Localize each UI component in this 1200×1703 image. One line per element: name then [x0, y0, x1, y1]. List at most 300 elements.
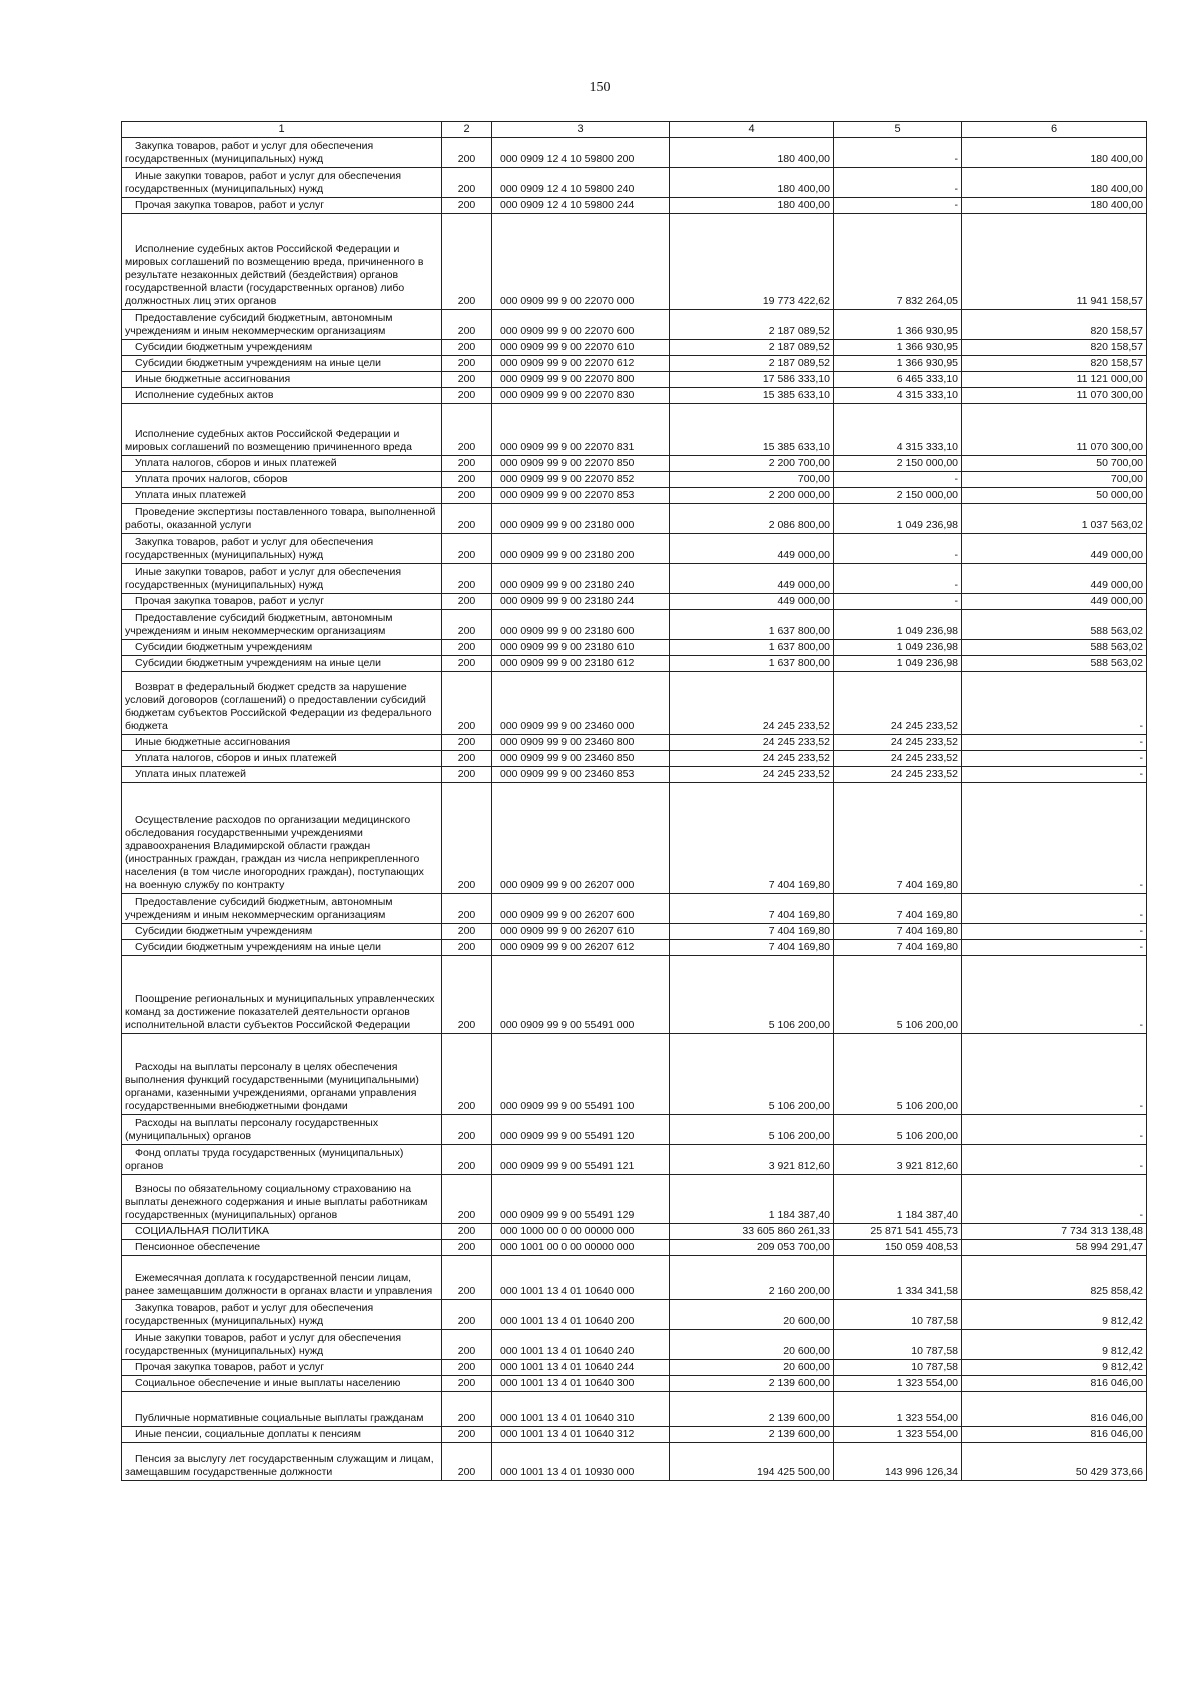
line-code-cell: 200 [442, 310, 492, 340]
description-cell [122, 356, 442, 372]
table-row [122, 388, 1147, 404]
unexecuted-amount-cell: 50 000,00 [962, 488, 1147, 504]
unexecuted-amount-cell: 50 429 373,66 [962, 1443, 1147, 1481]
unexecuted-amount-cell: - [962, 751, 1147, 767]
unexecuted-amount-cell: - [962, 1034, 1147, 1115]
budget-code-cell: 000 1001 13 4 01 10930 000 [492, 1443, 670, 1481]
description-text: Предоставление субсидий бюджетным, автономным учреждениям и иным некоммерческим организациям [125, 896, 393, 921]
budget-code-cell: 000 1001 13 4 01 10640 000 [492, 1256, 670, 1300]
budget-code-cell: 000 1001 13 4 01 10640 310 [492, 1392, 670, 1427]
unexecuted-amount-cell: 449 000,00 [962, 534, 1147, 564]
budget-code-cell: 000 0909 99 9 00 55491 100 [492, 1034, 670, 1115]
budget-code-cell: 000 0909 99 9 00 23180 600 [492, 610, 670, 640]
executed-amount-cell: 24 245 233,52 [834, 767, 962, 783]
budget-code-cell: 000 1001 13 4 01 10640 244 [492, 1360, 670, 1376]
description-cell [122, 956, 442, 1034]
table-row [122, 372, 1147, 388]
description-text: Субсидии бюджетным учреждениям на иные цели [135, 657, 381, 669]
description-text: Фонд оплаты труда государственных (муниципальных) органов [125, 1147, 404, 1172]
description-cell [122, 534, 442, 564]
executed-amount-cell: 10 787,58 [834, 1360, 962, 1376]
column-header: 4 [670, 122, 834, 138]
description-cell [122, 198, 442, 214]
line-code-cell: 200 [442, 783, 492, 894]
description-cell [122, 894, 442, 924]
unexecuted-amount-cell: 825 858,42 [962, 1256, 1147, 1300]
description-cell [122, 1300, 442, 1330]
description-cell [122, 1034, 442, 1115]
approved-amount-cell: 7 404 169,80 [670, 783, 834, 894]
table-row [122, 610, 1147, 640]
table-row [122, 783, 1147, 894]
budget-code-cell: 000 1001 13 4 01 10640 200 [492, 1300, 670, 1330]
table-row [122, 1300, 1147, 1330]
description-text: Иные бюджетные ассигнования [135, 373, 291, 385]
approved-amount-cell: 1 637 800,00 [670, 610, 834, 640]
table-row [122, 534, 1147, 564]
table-row [122, 1256, 1147, 1300]
approved-amount-cell: 2 139 600,00 [670, 1392, 834, 1427]
unexecuted-amount-cell: 820 158,57 [962, 340, 1147, 356]
line-code-cell: 200 [442, 138, 492, 168]
approved-amount-cell: 2 187 089,52 [670, 310, 834, 340]
description-cell [122, 1443, 442, 1481]
column-header: 5 [834, 122, 962, 138]
line-code-cell: 200 [442, 488, 492, 504]
approved-amount-cell: 180 400,00 [670, 138, 834, 168]
line-code-cell: 200 [442, 940, 492, 956]
description-text: Исполнение судебных актов Российской Федерации и мировых соглашений по возмещению вреда, причиненного в результате незаконных действий (бездействия) органов государственной власти (государственных органов) либо должностных лиц этих органов [125, 243, 424, 307]
header-row [122, 122, 1147, 138]
description-cell [122, 138, 442, 168]
unexecuted-amount-cell: 588 563,02 [962, 640, 1147, 656]
description-cell [122, 783, 442, 894]
line-code-cell: 200 [442, 1240, 492, 1256]
description-text: Уплата налогов, сборов и иных платежей [135, 457, 337, 469]
approved-amount-cell: 24 245 233,52 [670, 767, 834, 783]
description-cell [122, 767, 442, 783]
description-cell [122, 564, 442, 594]
table-row [122, 767, 1147, 783]
budget-code-cell: 000 1001 00 0 00 00000 000 [492, 1240, 670, 1256]
unexecuted-amount-cell: - [962, 1115, 1147, 1145]
unexecuted-amount-cell: 588 563,02 [962, 656, 1147, 672]
description-text: Проведение экспертизы поставленного товара, выполненной работы, оказанной услуги [125, 506, 436, 531]
approved-amount-cell: 15 385 633,10 [670, 388, 834, 404]
budget-code-cell: 000 0909 99 9 00 23180 612 [492, 656, 670, 672]
description-text: Пенсионное обеспечение [135, 1241, 261, 1253]
budget-code-cell: 000 1001 13 4 01 10640 300 [492, 1376, 670, 1392]
approved-amount-cell: 2 086 800,00 [670, 504, 834, 534]
budget-code-cell: 000 0909 99 9 00 23460 800 [492, 735, 670, 751]
table-row [122, 894, 1147, 924]
approved-amount-cell: 449 000,00 [670, 594, 834, 610]
table-row [122, 198, 1147, 214]
executed-amount-cell: 1 366 930,95 [834, 340, 962, 356]
table-row [122, 735, 1147, 751]
approved-amount-cell: 2 200 000,00 [670, 488, 834, 504]
executed-amount-cell: 10 787,58 [834, 1300, 962, 1330]
description-text: Взносы по обязательному социальному страхованию на выплаты денежного содержания и иные выплаты работникам государственных (муниципальных) органов [125, 1183, 428, 1221]
line-code-cell: 200 [442, 472, 492, 488]
line-code-cell: 200 [442, 610, 492, 640]
approved-amount-cell: 24 245 233,52 [670, 672, 834, 735]
approved-amount-cell: 24 245 233,52 [670, 751, 834, 767]
executed-amount-cell: 143 996 126,34 [834, 1443, 962, 1481]
approved-amount-cell: 2 187 089,52 [670, 340, 834, 356]
table-row [122, 640, 1147, 656]
executed-amount-cell: 1 184 387,40 [834, 1175, 962, 1224]
executed-amount-cell: 1 334 341,58 [834, 1256, 962, 1300]
description-cell [122, 640, 442, 656]
description-cell [122, 1115, 442, 1145]
description-cell [122, 940, 442, 956]
line-code-cell: 200 [442, 214, 492, 310]
unexecuted-amount-cell: - [962, 767, 1147, 783]
approved-amount-cell: 2 139 600,00 [670, 1376, 834, 1392]
column-header: 2 [442, 122, 492, 138]
line-code-cell: 200 [442, 924, 492, 940]
budget-code-cell: 000 0909 99 9 00 23180 610 [492, 640, 670, 656]
description-cell [122, 1360, 442, 1376]
description-cell [122, 1175, 442, 1224]
unexecuted-amount-cell: 50 700,00 [962, 456, 1147, 472]
description-cell [122, 372, 442, 388]
approved-amount-cell: 7 404 169,80 [670, 940, 834, 956]
unexecuted-amount-cell: - [962, 1175, 1147, 1224]
description-text: Закупка товаров, работ и услуг для обеспечения государственных (муниципальных) нужд [125, 536, 374, 561]
executed-amount-cell: 1 049 236,98 [834, 504, 962, 534]
budget-code-cell: 000 0909 99 9 00 26207 000 [492, 783, 670, 894]
description-text: Возврат в федеральный бюджет средств за нарушение условий договоров (соглашений) о предоставлении субсидий бюджетам субъектов Российской Федерации из федерального бюджета [125, 681, 432, 732]
description-text: Иные закупки товаров, работ и услуг для обеспечения государственных (муниципальных) нужд [125, 1332, 402, 1357]
line-code-cell: 200 [442, 388, 492, 404]
table-row [122, 564, 1147, 594]
unexecuted-amount-cell: - [962, 1145, 1147, 1175]
unexecuted-amount-cell: 11 941 158,57 [962, 214, 1147, 310]
line-code-cell: 200 [442, 956, 492, 1034]
line-code-cell: 200 [442, 404, 492, 456]
unexecuted-amount-cell: - [962, 672, 1147, 735]
executed-amount-cell: 7 404 169,80 [834, 783, 962, 894]
description-text: Уплата иных платежей [135, 768, 247, 780]
description-cell [122, 488, 442, 504]
description-text: Иные бюджетные ассигнования [135, 736, 291, 748]
table-row [122, 1224, 1147, 1240]
executed-amount-cell: 10 787,58 [834, 1330, 962, 1360]
description-cell [122, 504, 442, 534]
description-text: Прочая закупка товаров, работ и услуг [135, 199, 325, 211]
approved-amount-cell: 33 605 860 261,33 [670, 1224, 834, 1240]
budget-code-cell: 000 0909 12 4 10 59800 240 [492, 168, 670, 198]
description-cell [122, 1392, 442, 1427]
line-code-cell: 200 [442, 1330, 492, 1360]
description-text: Субсидии бюджетным учреждениям [135, 341, 313, 353]
description-text: Поощрение региональных и муниципальных управленческих команд за достижение показателей деятельности органов исполнительной власти субъектов Российской Федерации [125, 993, 435, 1031]
executed-amount-cell: 1 366 930,95 [834, 310, 962, 340]
executed-amount-cell: - [834, 564, 962, 594]
table-row [122, 956, 1147, 1034]
line-code-cell: 200 [442, 198, 492, 214]
approved-amount-cell: 20 600,00 [670, 1330, 834, 1360]
unexecuted-amount-cell: 9 812,42 [962, 1330, 1147, 1360]
approved-amount-cell: 180 400,00 [670, 168, 834, 198]
executed-amount-cell: 5 106 200,00 [834, 956, 962, 1034]
budget-code-cell: 000 1001 13 4 01 10640 312 [492, 1427, 670, 1443]
executed-amount-cell: 1 049 236,98 [834, 640, 962, 656]
executed-amount-cell: - [834, 534, 962, 564]
approved-amount-cell: 19 773 422,62 [670, 214, 834, 310]
table-row [122, 594, 1147, 610]
description-text: Социальное обеспечение и иные выплаты населению [135, 1377, 401, 1389]
approved-amount-cell: 180 400,00 [670, 198, 834, 214]
budget-code-cell: 000 1001 13 4 01 10640 240 [492, 1330, 670, 1360]
line-code-cell: 200 [442, 894, 492, 924]
approved-amount-cell: 2 200 700,00 [670, 456, 834, 472]
line-code-cell: 200 [442, 672, 492, 735]
description-text: Субсидии бюджетным учреждениям на иные цели [135, 357, 381, 369]
description-cell [122, 924, 442, 940]
executed-amount-cell: - [834, 472, 962, 488]
table-row [122, 488, 1147, 504]
budget-code-cell: 000 1000 00 0 00 00000 000 [492, 1224, 670, 1240]
executed-amount-cell: 150 059 408,53 [834, 1240, 962, 1256]
unexecuted-amount-cell: 449 000,00 [962, 564, 1147, 594]
line-code-cell: 200 [442, 1115, 492, 1145]
budget-code-cell: 000 0909 99 9 00 26207 610 [492, 924, 670, 940]
line-code-cell: 200 [442, 640, 492, 656]
executed-amount-cell: 7 404 169,80 [834, 940, 962, 956]
unexecuted-amount-cell: 816 046,00 [962, 1392, 1147, 1427]
description-cell [122, 456, 442, 472]
description-cell [122, 1376, 442, 1392]
table-row [122, 1443, 1147, 1481]
table-row [122, 1427, 1147, 1443]
line-code-cell: 200 [442, 456, 492, 472]
line-code-cell: 200 [442, 1392, 492, 1427]
table-row [122, 1240, 1147, 1256]
table-row [122, 168, 1147, 198]
unexecuted-amount-cell: 449 000,00 [962, 594, 1147, 610]
budget-code-cell: 000 0909 99 9 00 22070 852 [492, 472, 670, 488]
budget-code-cell: 000 0909 99 9 00 22070 850 [492, 456, 670, 472]
description-text: Субсидии бюджетным учреждениям [135, 925, 313, 937]
line-code-cell: 200 [442, 1300, 492, 1330]
line-code-cell: 200 [442, 1360, 492, 1376]
table-row [122, 1376, 1147, 1392]
approved-amount-cell: 194 425 500,00 [670, 1443, 834, 1481]
table-row [122, 1034, 1147, 1115]
approved-amount-cell: 5 106 200,00 [670, 1115, 834, 1145]
budget-code-cell: 000 0909 99 9 00 55491 129 [492, 1175, 670, 1224]
column-header: 6 [962, 122, 1147, 138]
budget-code-cell: 000 0909 99 9 00 22070 800 [492, 372, 670, 388]
line-code-cell: 200 [442, 340, 492, 356]
unexecuted-amount-cell: 1 037 563,02 [962, 504, 1147, 534]
description-text: Уплата налогов, сборов и иных платежей [135, 752, 337, 764]
line-code-cell: 200 [442, 1145, 492, 1175]
approved-amount-cell: 3 921 812,60 [670, 1145, 834, 1175]
description-cell [122, 214, 442, 310]
table-row [122, 940, 1147, 956]
table-row [122, 656, 1147, 672]
description-cell [122, 1240, 442, 1256]
executed-amount-cell: 24 245 233,52 [834, 735, 962, 751]
description-cell [122, 735, 442, 751]
unexecuted-amount-cell: 180 400,00 [962, 138, 1147, 168]
description-cell [122, 388, 442, 404]
approved-amount-cell: 2 187 089,52 [670, 356, 834, 372]
description-text: Уплата прочих налогов, сборов [135, 473, 288, 485]
executed-amount-cell: 2 150 000,00 [834, 488, 962, 504]
line-code-cell: 200 [442, 1376, 492, 1392]
budget-code-cell: 000 0909 99 9 00 55491 120 [492, 1115, 670, 1145]
approved-amount-cell: 1 637 800,00 [670, 640, 834, 656]
executed-amount-cell: - [834, 168, 962, 198]
budget-code-cell: 000 0909 99 9 00 23180 240 [492, 564, 670, 594]
description-cell [122, 1256, 442, 1300]
table-row [122, 1145, 1147, 1175]
unexecuted-amount-cell: - [962, 924, 1147, 940]
budget-code-cell: 000 0909 99 9 00 22070 612 [492, 356, 670, 372]
unexecuted-amount-cell: 700,00 [962, 472, 1147, 488]
executed-amount-cell: - [834, 138, 962, 168]
column-header: 1 [122, 122, 442, 138]
approved-amount-cell: 7 404 169,80 [670, 924, 834, 940]
description-cell [122, 168, 442, 198]
executed-amount-cell: 6 465 333,10 [834, 372, 962, 388]
description-text: Пенсия за выслугу лет государственным служащим и лицам, замещавшим государственные должности [125, 1453, 434, 1478]
unexecuted-amount-cell: 820 158,57 [962, 310, 1147, 340]
column-header: 3 [492, 122, 670, 138]
unexecuted-amount-cell: 180 400,00 [962, 198, 1147, 214]
executed-amount-cell: 1 323 554,00 [834, 1427, 962, 1443]
executed-amount-cell: 1 366 930,95 [834, 356, 962, 372]
description-cell [122, 656, 442, 672]
description-cell [122, 1427, 442, 1443]
line-code-cell: 200 [442, 564, 492, 594]
table-row [122, 214, 1147, 310]
budget-code-cell: 000 0909 99 9 00 23180 200 [492, 534, 670, 564]
unexecuted-amount-cell: 816 046,00 [962, 1376, 1147, 1392]
description-text: Ежемесячная доплата к государственной пенсии лицам, ранее замещавшим должности в органах власти и управления [125, 1272, 433, 1297]
approved-amount-cell: 449 000,00 [670, 534, 834, 564]
unexecuted-amount-cell: 11 070 300,00 [962, 404, 1147, 456]
description-text: Закупка товаров, работ и услуг для обеспечения государственных (муниципальных) нужд [125, 140, 374, 165]
description-cell [122, 1224, 442, 1240]
line-code-cell: 200 [442, 594, 492, 610]
budget-code-cell: 000 0909 99 9 00 55491 000 [492, 956, 670, 1034]
description-cell [122, 1145, 442, 1175]
line-code-cell: 200 [442, 1224, 492, 1240]
table-row [122, 456, 1147, 472]
approved-amount-cell: 2 139 600,00 [670, 1427, 834, 1443]
description-text: Субсидии бюджетным учреждениям на иные цели [135, 941, 381, 953]
budget-code-cell: 000 0909 99 9 00 55491 121 [492, 1145, 670, 1175]
approved-amount-cell: 20 600,00 [670, 1300, 834, 1330]
line-code-cell: 200 [442, 1443, 492, 1481]
table-row [122, 672, 1147, 735]
unexecuted-amount-cell: 180 400,00 [962, 168, 1147, 198]
line-code-cell: 200 [442, 656, 492, 672]
description-cell [122, 610, 442, 640]
unexecuted-amount-cell: - [962, 940, 1147, 956]
description-text: Закупка товаров, работ и услуг для обеспечения государственных (муниципальных) нужд [125, 1302, 374, 1327]
table-row [122, 751, 1147, 767]
description-cell [122, 672, 442, 735]
budget-code-cell: 000 0909 99 9 00 23180 000 [492, 504, 670, 534]
line-code-cell: 200 [442, 751, 492, 767]
description-text: СОЦИАЛЬНАЯ ПОЛИТИКА [135, 1225, 270, 1237]
table-row [122, 1175, 1147, 1224]
description-text: Расходы на выплаты персоналу в целях обеспечения выполнения функций государственными (муниципальными) органами, казенными учреждениями, органами управления государственными внебюджетными фондами [125, 1061, 419, 1112]
executed-amount-cell: - [834, 594, 962, 610]
table-row [122, 1115, 1147, 1145]
approved-amount-cell: 17 586 333,10 [670, 372, 834, 388]
approved-amount-cell: 20 600,00 [670, 1360, 834, 1376]
line-code-cell: 200 [442, 1256, 492, 1300]
line-code-cell: 200 [442, 735, 492, 751]
table-row [122, 356, 1147, 372]
approved-amount-cell: 2 160 200,00 [670, 1256, 834, 1300]
description-cell [122, 310, 442, 340]
approved-amount-cell: 15 385 633,10 [670, 404, 834, 456]
page-number: 150 [589, 80, 611, 95]
description-text: Иные закупки товаров, работ и услуг для обеспечения государственных (муниципальных) нужд [125, 170, 402, 195]
table-row [122, 504, 1147, 534]
executed-amount-cell: 24 245 233,52 [834, 672, 962, 735]
executed-amount-cell: 24 245 233,52 [834, 751, 962, 767]
approved-amount-cell: 449 000,00 [670, 564, 834, 594]
table-row [122, 310, 1147, 340]
executed-amount-cell: 2 150 000,00 [834, 456, 962, 472]
executed-amount-cell: 1 323 554,00 [834, 1392, 962, 1427]
executed-amount-cell: 1 323 554,00 [834, 1376, 962, 1392]
executed-amount-cell: 7 404 169,80 [834, 894, 962, 924]
approved-amount-cell: 7 404 169,80 [670, 894, 834, 924]
unexecuted-amount-cell: 11 070 300,00 [962, 388, 1147, 404]
description-text: Прочая закупка товаров, работ и услуг [135, 595, 325, 607]
executed-amount-cell: 1 049 236,98 [834, 610, 962, 640]
budget-code-cell: 000 0909 99 9 00 22070 831 [492, 404, 670, 456]
unexecuted-amount-cell: - [962, 783, 1147, 894]
description-text: Предоставление субсидий бюджетным, автономным учреждениям и иным некоммерческим организациям [125, 312, 393, 337]
budget-code-cell: 000 0909 99 9 00 22070 600 [492, 310, 670, 340]
description-text: Осуществление расходов по организации медицинского обследования государственными учреждениями здравоохранения Владимирской области граждан (иностранных граждан, граждан из числа неприкрепленного населения (в том числе иногородних граждан), поступающих на военную службу по контракту [125, 814, 424, 891]
description-text: Прочая закупка товаров, работ и услуг [135, 1361, 325, 1373]
executed-amount-cell: 25 871 541 455,73 [834, 1224, 962, 1240]
executed-amount-cell: - [834, 198, 962, 214]
unexecuted-amount-cell: - [962, 735, 1147, 751]
executed-amount-cell: 1 049 236,98 [834, 656, 962, 672]
unexecuted-amount-cell: 588 563,02 [962, 610, 1147, 640]
line-code-cell: 200 [442, 767, 492, 783]
description-cell [122, 472, 442, 488]
description-text: Расходы на выплаты персоналу государственных (муниципальных) органов [125, 1117, 379, 1142]
unexecuted-amount-cell: 11 121 000,00 [962, 372, 1147, 388]
description-cell [122, 404, 442, 456]
table-row [122, 472, 1147, 488]
description-cell [122, 1330, 442, 1360]
unexecuted-amount-cell: 9 812,42 [962, 1300, 1147, 1330]
budget-code-cell: 000 0909 99 9 00 26207 612 [492, 940, 670, 956]
budget-code-cell: 000 0909 12 4 10 59800 244 [492, 198, 670, 214]
approved-amount-cell: 5 106 200,00 [670, 956, 834, 1034]
line-code-cell: 200 [442, 534, 492, 564]
description-cell [122, 751, 442, 767]
executed-amount-cell: 4 315 333,10 [834, 388, 962, 404]
approved-amount-cell: 1 637 800,00 [670, 656, 834, 672]
